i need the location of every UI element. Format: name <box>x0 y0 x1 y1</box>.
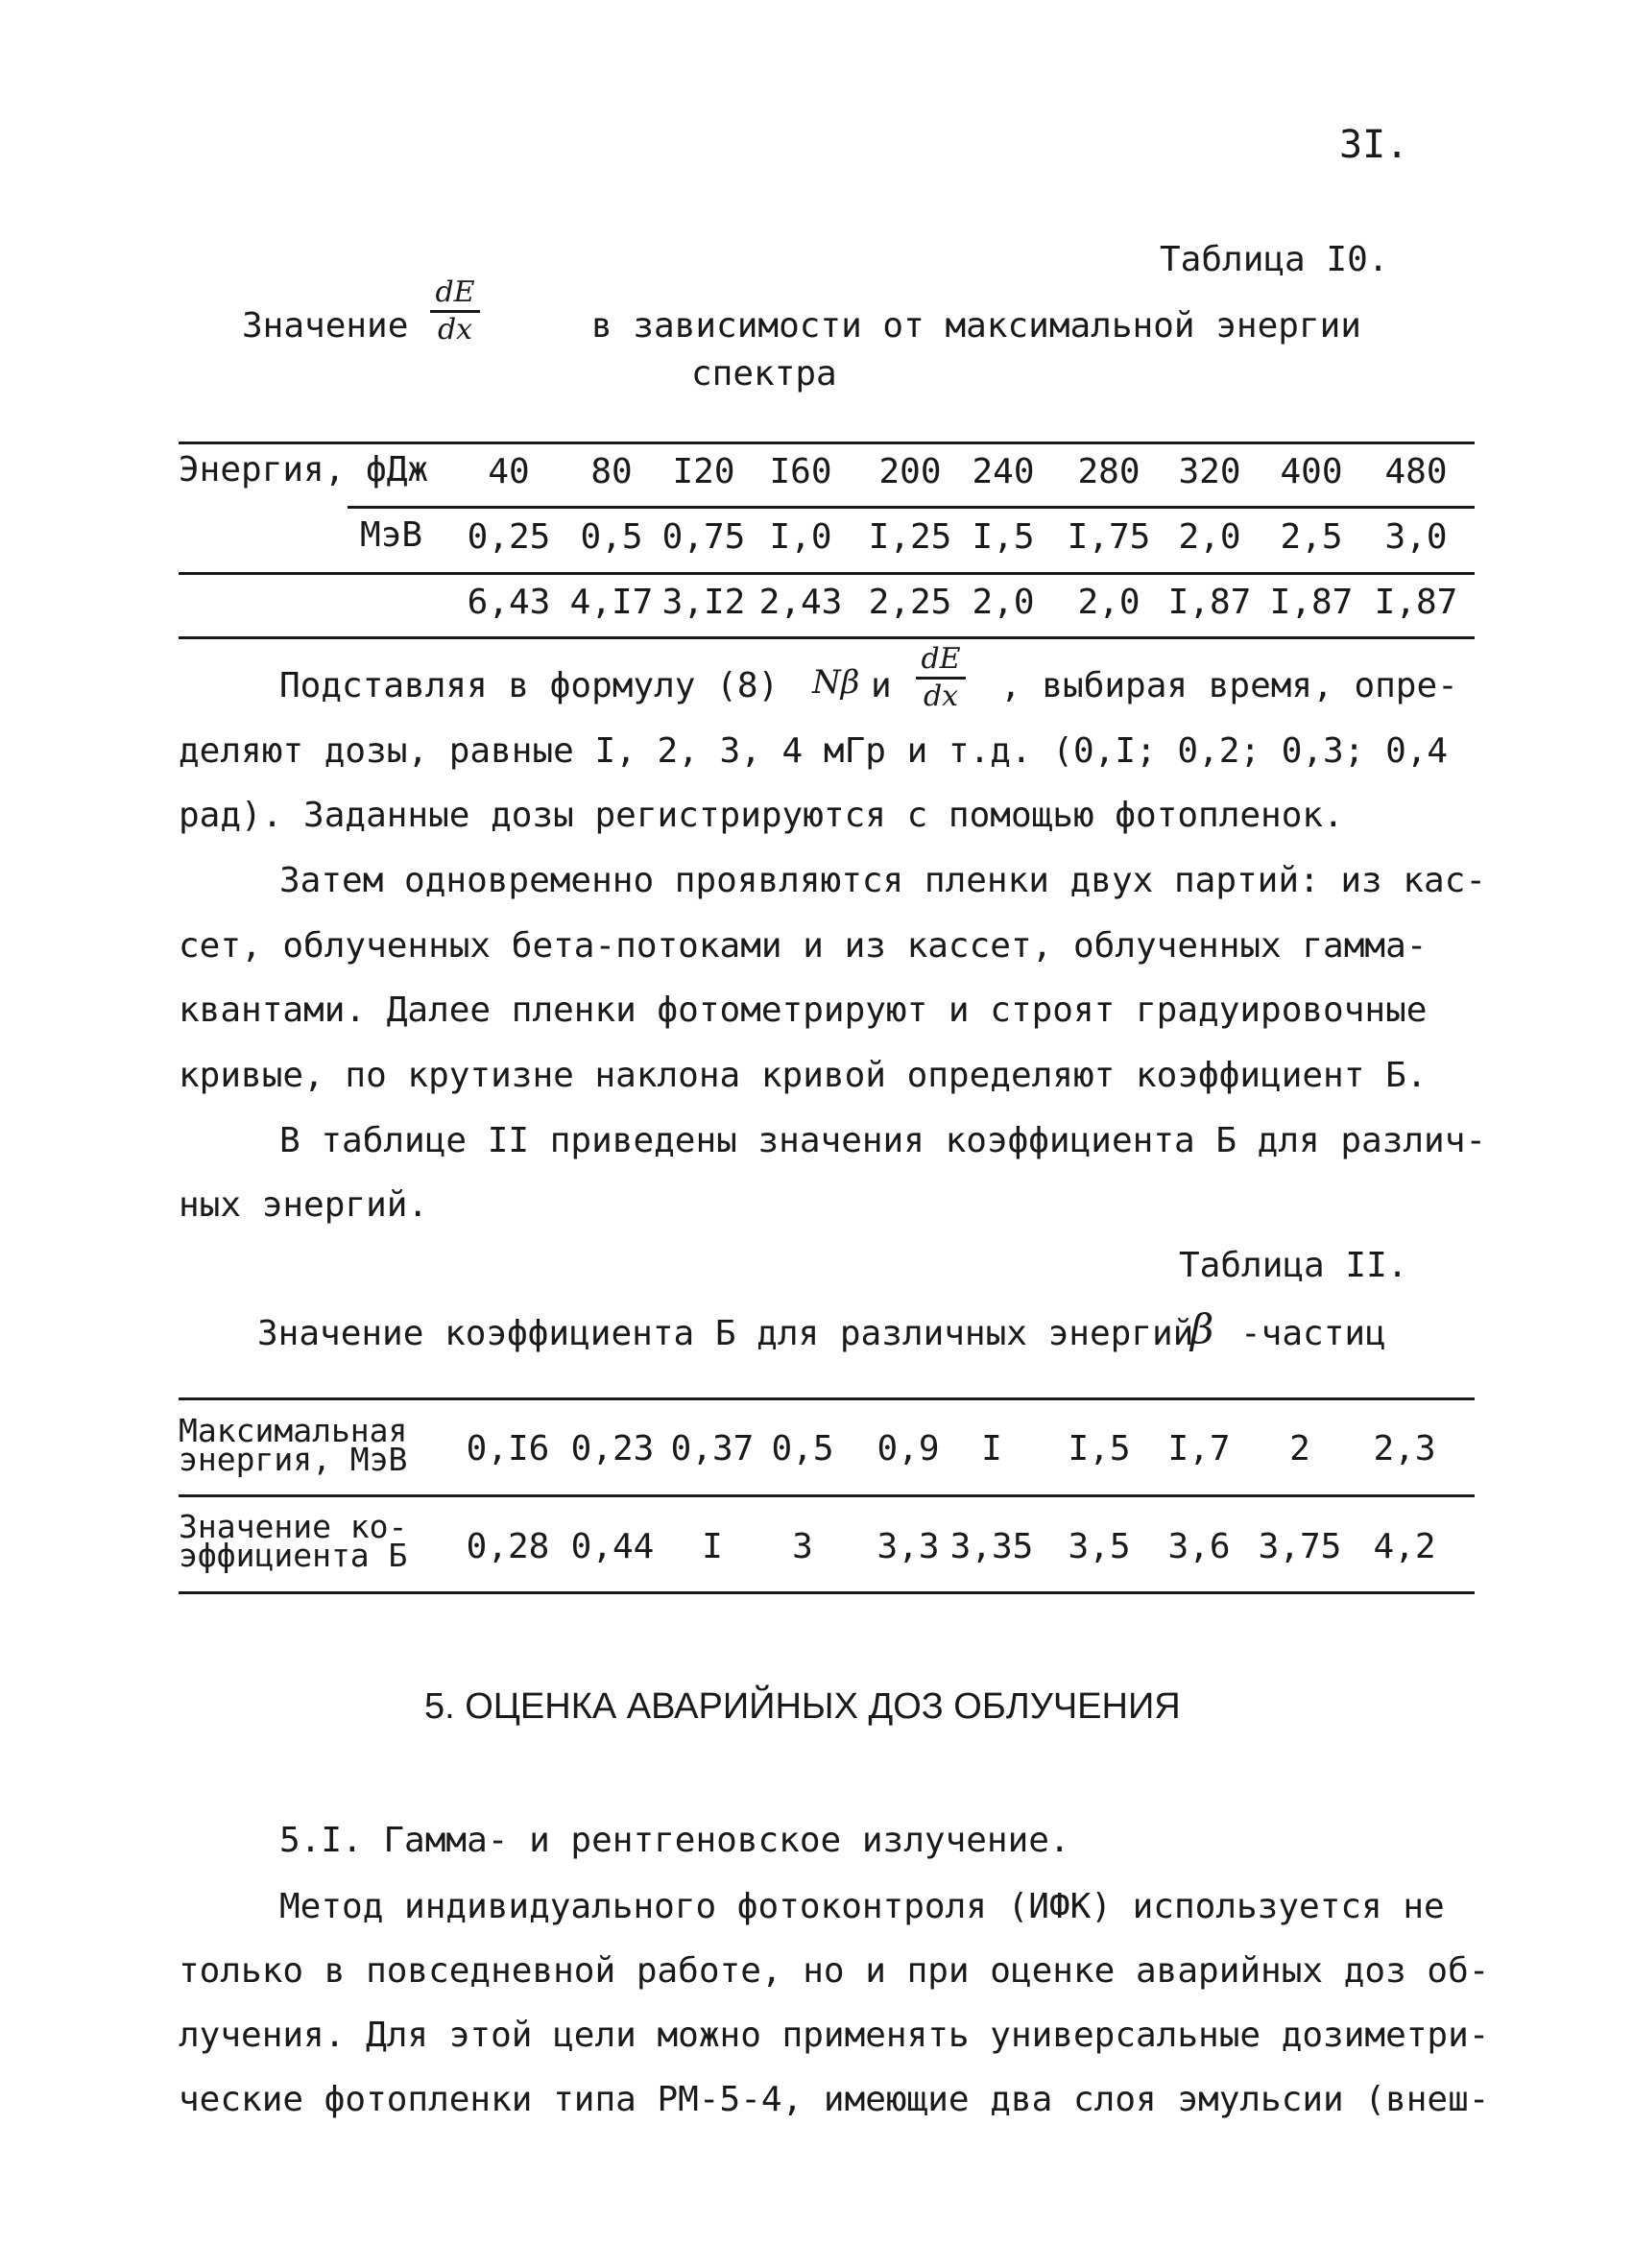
table11-coefficient-cell: 3,3 <box>877 1527 940 1566</box>
table10-energy-mev-cell: I,25 <box>868 517 952 557</box>
table11-bottom-rule <box>179 1591 1475 1594</box>
table11-top-rule <box>179 1397 1475 1400</box>
section5-line2: только в повседневной работе, но и при оценке аварийных доз об- <box>179 1951 1490 1991</box>
table10-energy-fj-cell: 240 <box>972 452 1035 491</box>
table11-max-energy-cell: I <box>981 1429 1002 1468</box>
table11-caption-end: -частиц <box>1240 1314 1386 1353</box>
paragraph1-fraction <box>916 642 966 713</box>
table10-energy-mev-cell: I,5 <box>972 517 1035 557</box>
table10-energy-mev-cell: 2,0 <box>1178 517 1241 557</box>
table11-coefficient-cell: 0,28 <box>466 1527 550 1566</box>
table10-dedx-cell: 2,0 <box>972 583 1035 622</box>
fraction-numerator: dE <box>435 275 475 309</box>
fraction-numerator: dE <box>921 642 961 676</box>
table11-row1-label <box>179 1412 408 1478</box>
table10-energy-mev-cell: 0,25 <box>467 517 551 557</box>
table11-row2-label-line2: эффициента Б <box>179 1537 408 1574</box>
paragraph2-line2: сет, облученных бета-потоками и из кассет, облученных гамма- <box>179 926 1428 966</box>
table11-coefficient-cell: 3,35 <box>949 1527 1034 1566</box>
table11-row1-label-line1: Максимальная <box>179 1412 408 1449</box>
table10-dedx-cell: 4,I7 <box>569 583 654 622</box>
table10-energy-fj-cell: I20 <box>672 452 735 491</box>
section5-line3: лучения. Для этой цели можно применять универсальные дозиметри- <box>179 2016 1490 2055</box>
section5-line4: ческие фотопленки типа РМ-5-4, имеющие два слоя эмульсии (внеш- <box>179 2080 1490 2119</box>
table10-row-label: Энергия, фДж <box>179 450 429 489</box>
table11-coefficient-cell: 3,6 <box>1167 1527 1231 1566</box>
table10-dedx-cell: I,87 <box>1374 583 1458 622</box>
paragraph2-line1: Затем одновременно проявляются пленки двух партий: из кас- <box>279 861 1487 900</box>
table11-row1-label-line2: энергия, МэВ <box>179 1441 408 1478</box>
table10-energy-fj-cell: 400 <box>1280 452 1343 491</box>
table10-energy-mev-cell: I,0 <box>769 517 832 557</box>
table10-dedx-cell: I,87 <box>1269 583 1354 622</box>
table10-top-rule <box>179 442 1475 444</box>
table10-unit-label: МэВ <box>360 515 423 555</box>
table11-label: Таблица II. <box>1179 1246 1408 1285</box>
table11-max-energy-cell: 0,I6 <box>466 1429 550 1468</box>
table10-energy-fj-cell: 80 <box>590 452 633 491</box>
table10-mid-rule <box>348 506 1475 509</box>
table10-energy-fj-cell: 280 <box>1077 452 1141 491</box>
table10-dedx-cell: 2,43 <box>758 583 843 622</box>
table10-separator-rule <box>179 572 1475 575</box>
table10-energy-fj-cell: 200 <box>878 452 942 491</box>
table10-caption-fraction <box>430 275 480 346</box>
paragraph3-line2: ных энергий. <box>179 1185 429 1225</box>
table10-dedx-cell: I,87 <box>1167 583 1252 622</box>
table11-max-energy-cell: 0,5 <box>771 1429 834 1468</box>
table10-energy-mev-cell: 3,0 <box>1384 517 1448 557</box>
table11-coefficient-cell: 3,5 <box>1068 1527 1131 1566</box>
table10-energy-fj-cell: I60 <box>769 452 832 491</box>
page-number: 3I. <box>1339 123 1409 167</box>
paragraph2-line3: квантами. Далее пленки фотометрируют и строят градуировочные <box>179 991 1428 1030</box>
table10-label: Таблица I0. <box>1160 240 1389 279</box>
paragraph2-line4: кривые, по крутизне наклона кривой определяют коэффициент Б. <box>179 1056 1428 1095</box>
table10-energy-fj-cell: 480 <box>1384 452 1448 491</box>
paragraph1-line1-end: , выбирая время, опре- <box>1000 666 1458 705</box>
table10-dedx-cell: 3,I2 <box>661 583 746 622</box>
table10-energy-fj-cell: 320 <box>1178 452 1241 491</box>
paragraph1-line3: рад). Заданные дозы регистрируются с помощью фотопленок. <box>179 796 1344 835</box>
table11-coefficient-cell: 0,44 <box>570 1527 655 1566</box>
table11-coefficient-cell: 4,2 <box>1373 1527 1436 1566</box>
table11-coefficient-cell: I <box>702 1527 723 1566</box>
table11-max-energy-cell: 0,9 <box>877 1429 940 1468</box>
table10-dedx-cell: 6,43 <box>467 583 551 622</box>
fraction-denominator: dx <box>923 680 959 713</box>
table10-caption-start: Значение <box>242 306 409 346</box>
paragraph1-line2: деляют дозы, равные I, 2, 3, 4 мГр и т.д. (0,I; 0,2; 0,3; 0,4 <box>179 731 1449 771</box>
section5-line1: Метод индивидуального фотоконтроля (ИФК) используется не <box>279 1887 1445 1926</box>
n-beta-symbol: Nβ <box>812 663 860 702</box>
table11-max-energy-cell: I,5 <box>1068 1429 1131 1468</box>
table11-coefficient-cell: 3 <box>792 1527 813 1566</box>
table11-row2-label <box>179 1508 408 1574</box>
table11-max-energy-cell: 2 <box>1289 1429 1310 1468</box>
table10-bottom-rule <box>179 636 1475 639</box>
section5-heading: 5. ОЦЕНКА АВАРИЙНЫХ ДОЗ ОБЛУЧЕНИЯ <box>424 1686 1181 1727</box>
fraction-denominator: dx <box>437 313 473 346</box>
table10-dedx-cell: 2,25 <box>868 583 952 622</box>
table11-mid-rule <box>179 1494 1475 1497</box>
table11-caption: Значение коэффициента Б для различных энергий <box>257 1314 1194 1353</box>
paragraph1-conjunction: и <box>871 666 892 705</box>
table11-max-energy-cell: 2,3 <box>1373 1429 1436 1468</box>
table11-row2-label-line1: Значение ко- <box>179 1508 408 1545</box>
table10-energy-mev-cell: 0,75 <box>661 517 746 557</box>
table10-energy-mev-cell: 2,5 <box>1280 517 1343 557</box>
paragraph3-line1: В таблице II приведены значения коэффициента Б для различ- <box>279 1121 1487 1160</box>
paragraph1-line1-start: Подставляя в формулу (8) <box>279 666 780 705</box>
table11-max-energy-cell: 0,37 <box>670 1429 755 1468</box>
table10-energy-mev-cell: I,75 <box>1067 517 1151 557</box>
table10-energy-fj-cell: 40 <box>488 452 530 491</box>
table10-caption-end: спектра <box>691 354 837 394</box>
section5-subheading: 5.I. Гамма- и рентгеновское излучение. <box>279 1821 1070 1860</box>
table10-caption-middle: в зависимости от максимальной энергии <box>591 306 1361 346</box>
beta-symbol: β <box>1190 1305 1214 1352</box>
table11-coefficient-cell: 3,75 <box>1258 1527 1342 1566</box>
table11-max-energy-cell: I,7 <box>1167 1429 1231 1468</box>
table10-energy-mev-cell: 0,5 <box>580 517 643 557</box>
table10-dedx-cell: 2,0 <box>1077 583 1141 622</box>
table11-max-energy-cell: 0,23 <box>570 1429 655 1468</box>
